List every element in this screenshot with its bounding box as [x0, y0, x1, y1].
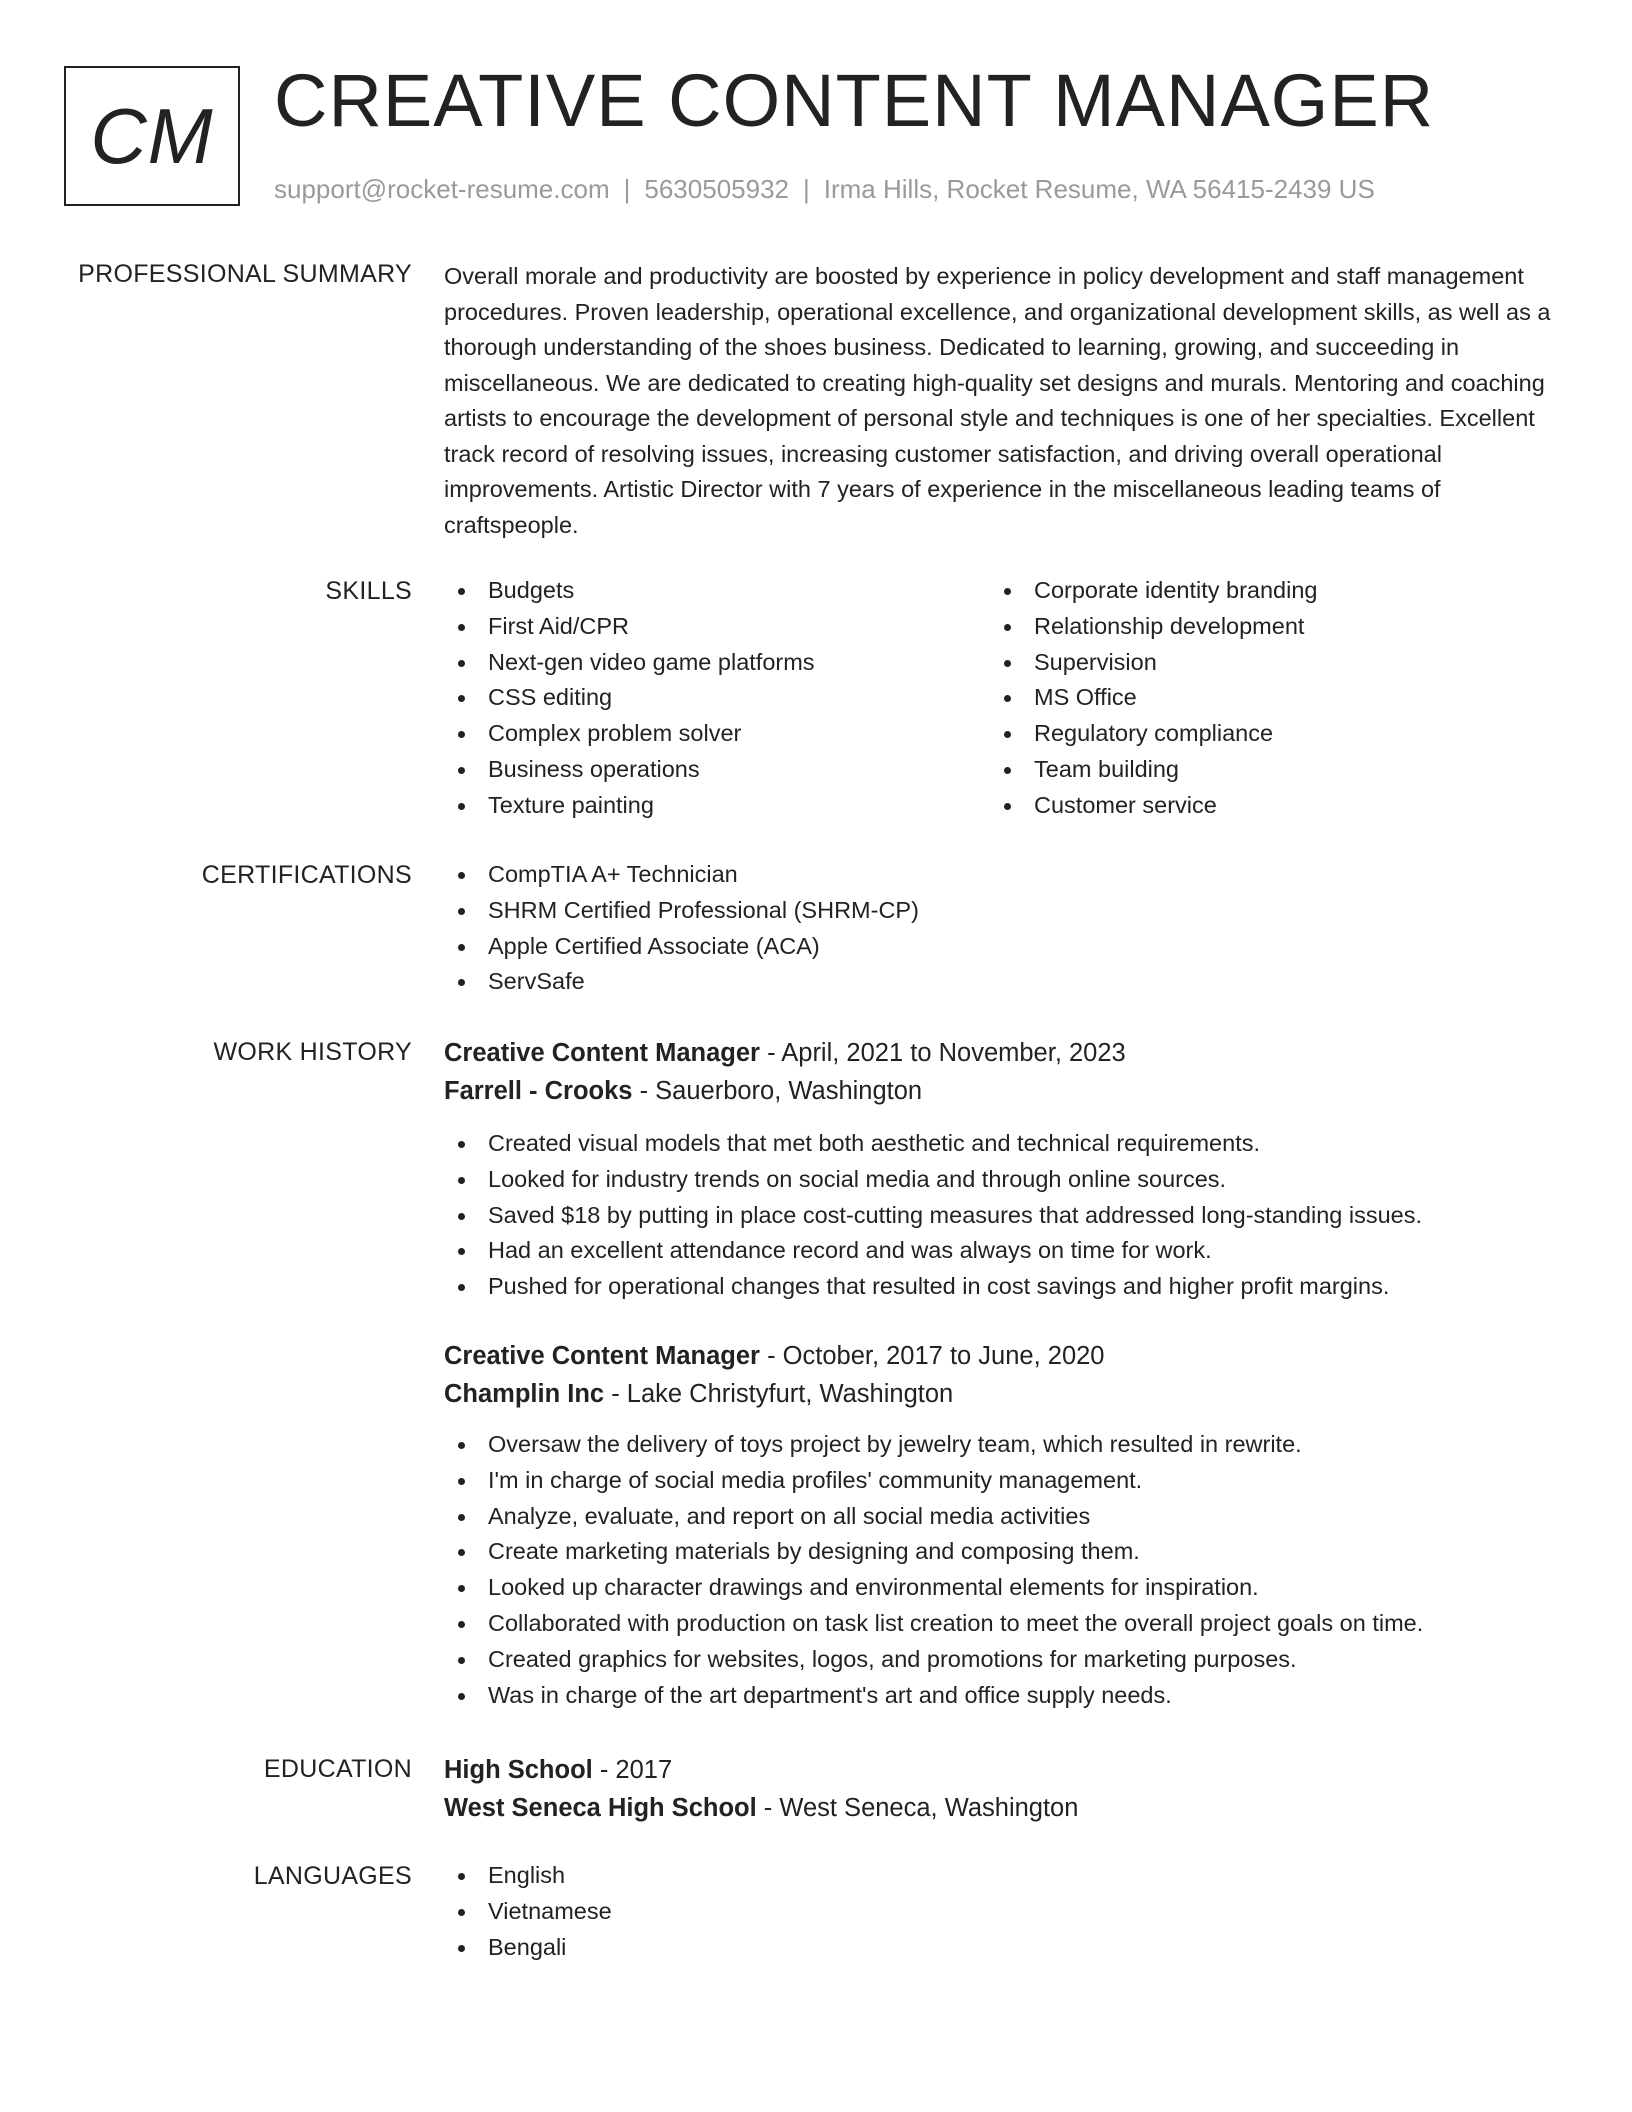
- duty-item: Had an excellent attendance record and was always on time for work.: [444, 1233, 1564, 1269]
- job-title-line: [444, 1337, 1564, 1375]
- section-heading: SKILLS: [325, 577, 412, 605]
- certifications-list: [444, 857, 1564, 1000]
- duty-item: Was in charge of the art department's art and office supply needs.: [444, 1678, 1564, 1714]
- language-item: Bengali: [444, 1930, 1564, 1966]
- school-line: [444, 1789, 1564, 1827]
- job-duties-list: [444, 1126, 1564, 1305]
- contact-line: [274, 172, 1375, 206]
- job-company-line: [444, 1375, 1564, 1413]
- company-location: - Sauerboro, Washington: [632, 1077, 923, 1105]
- skill-item: CSS editing: [444, 680, 815, 716]
- duty-item: Collaborated with production on task list creation to meet the overall project goals on time.: [444, 1606, 1564, 1642]
- summary-text: Overall morale and productivity are boosted by experience in policy development and staff management procedures. Proven leadership, operational excellence, and organizational development skills, as well as a thorough understanding of the shoes business. Dedicated to learning, growing, and succeeding in miscellaneous. We are dedicated to creating high-quality set designs and murals. Mentoring and coaching artists to encourage the development of personal style and techniques is one of her specialties. Excellent track record of resolving issues, increasing customer satisfaction, and driving overall operational improvements. Artistic Director with 7 years of experience in the miscellaneous leading teams of craftspeople.: [444, 263, 1551, 538]
- monogram-logo: CM: [64, 66, 240, 206]
- job-title: Creative Content Manager: [444, 1341, 760, 1370]
- job-entry: [444, 1034, 1564, 1305]
- skill-item: Business operations: [444, 752, 815, 788]
- skill-item: First Aid/CPR: [444, 609, 815, 645]
- duty-item: Pushed for operational changes that resulted in cost savings and higher profit margins.: [444, 1269, 1564, 1305]
- duty-item: Oversaw the delivery of toys project by jewelry team, which resulted in rewrite.: [444, 1427, 1564, 1463]
- skill-item: Regulatory compliance: [990, 716, 1317, 752]
- skill-item: Next-gen video game platforms: [444, 645, 815, 681]
- section-heading: WORK HISTORY: [213, 1038, 412, 1066]
- job-entry: [444, 1337, 1564, 1713]
- school-location: - West Seneca, Washington: [756, 1794, 1079, 1822]
- separator: |: [623, 174, 631, 204]
- degree: High School: [444, 1756, 593, 1784]
- job-dates: - April, 2021 to November, 2023: [760, 1039, 1126, 1067]
- certification-item: SHRM Certified Professional (SHRM-CP): [444, 893, 1564, 929]
- section-heading: EDUCATION: [263, 1755, 412, 1783]
- duty-item: Created visual models that met both aesthetic and technical requirements.: [444, 1126, 1564, 1162]
- duty-item: Looked for industry trends on social media and through online sources.: [444, 1162, 1564, 1198]
- skills-list-right: [990, 573, 1317, 824]
- job-company-line: [444, 1072, 1564, 1110]
- duty-item: I'm in charge of social media profiles' community management.: [444, 1463, 1564, 1499]
- job-title: Creative Content Manager: [444, 1039, 760, 1067]
- job-duties-list: [444, 1427, 1564, 1713]
- school-name: West Seneca High School: [444, 1794, 757, 1822]
- skills-list-left: [444, 573, 815, 824]
- contact-email[interactable]: support@rocket-resume.com: [274, 174, 610, 204]
- skill-item: Budgets: [444, 573, 815, 609]
- skill-item: Complex problem solver: [444, 716, 815, 752]
- duty-item: Create marketing materials by designing and composing them.: [444, 1534, 1564, 1570]
- job-dates: - October, 2017 to June, 2020: [760, 1341, 1105, 1370]
- graduation-year: - 2017: [592, 1756, 673, 1784]
- duty-item: Saved $18 by putting in place cost-cutting measures that addressed long-standing issues.: [444, 1198, 1564, 1234]
- skill-item: Customer service: [990, 788, 1317, 824]
- company-name: Champlin Inc: [444, 1379, 605, 1408]
- skill-item: Supervision: [990, 645, 1317, 681]
- duty-item: Looked up character drawings and environmental elements for inspiration.: [444, 1570, 1564, 1606]
- certification-item: CompTIA A+ Technician: [444, 857, 1564, 893]
- section-heading: PROFESSIONAL SUMMARY: [78, 260, 412, 288]
- degree-line: [444, 1751, 1564, 1789]
- certification-item: ServSafe: [444, 964, 1564, 1000]
- language-item: Vietnamese: [444, 1894, 1564, 1930]
- duty-item: Created graphics for websites, logos, and promotions for marketing purposes.: [444, 1642, 1564, 1678]
- contact-phone[interactable]: 5630505932: [644, 174, 789, 204]
- languages-list: [444, 1858, 1564, 1965]
- skill-item: MS Office: [990, 680, 1317, 716]
- skill-item: Texture painting: [444, 788, 815, 824]
- language-item: English: [444, 1858, 1564, 1894]
- contact-address: Irma Hills, Rocket Resume, WA 56415-2439 US: [823, 174, 1375, 204]
- job-title-line: [444, 1034, 1564, 1072]
- duty-item: Analyze, evaluate, and report on all social media activities: [444, 1499, 1564, 1535]
- company-name: Farrell - Crooks: [444, 1077, 633, 1105]
- skill-item: Corporate identity branding: [990, 573, 1317, 609]
- company-location: - Lake Christyfurt, Washington: [604, 1379, 954, 1408]
- skill-item: Relationship development: [990, 609, 1317, 645]
- resume-title: CREATIVE CONTENT MANAGER: [274, 59, 1435, 142]
- separator: |: [803, 174, 810, 204]
- skill-item: Team building: [990, 752, 1317, 788]
- certification-item: Apple Certified Associate (ACA): [444, 929, 1564, 965]
- section-heading: CERTIFICATIONS: [201, 861, 412, 889]
- section-heading: LANGUAGES: [253, 1862, 412, 1890]
